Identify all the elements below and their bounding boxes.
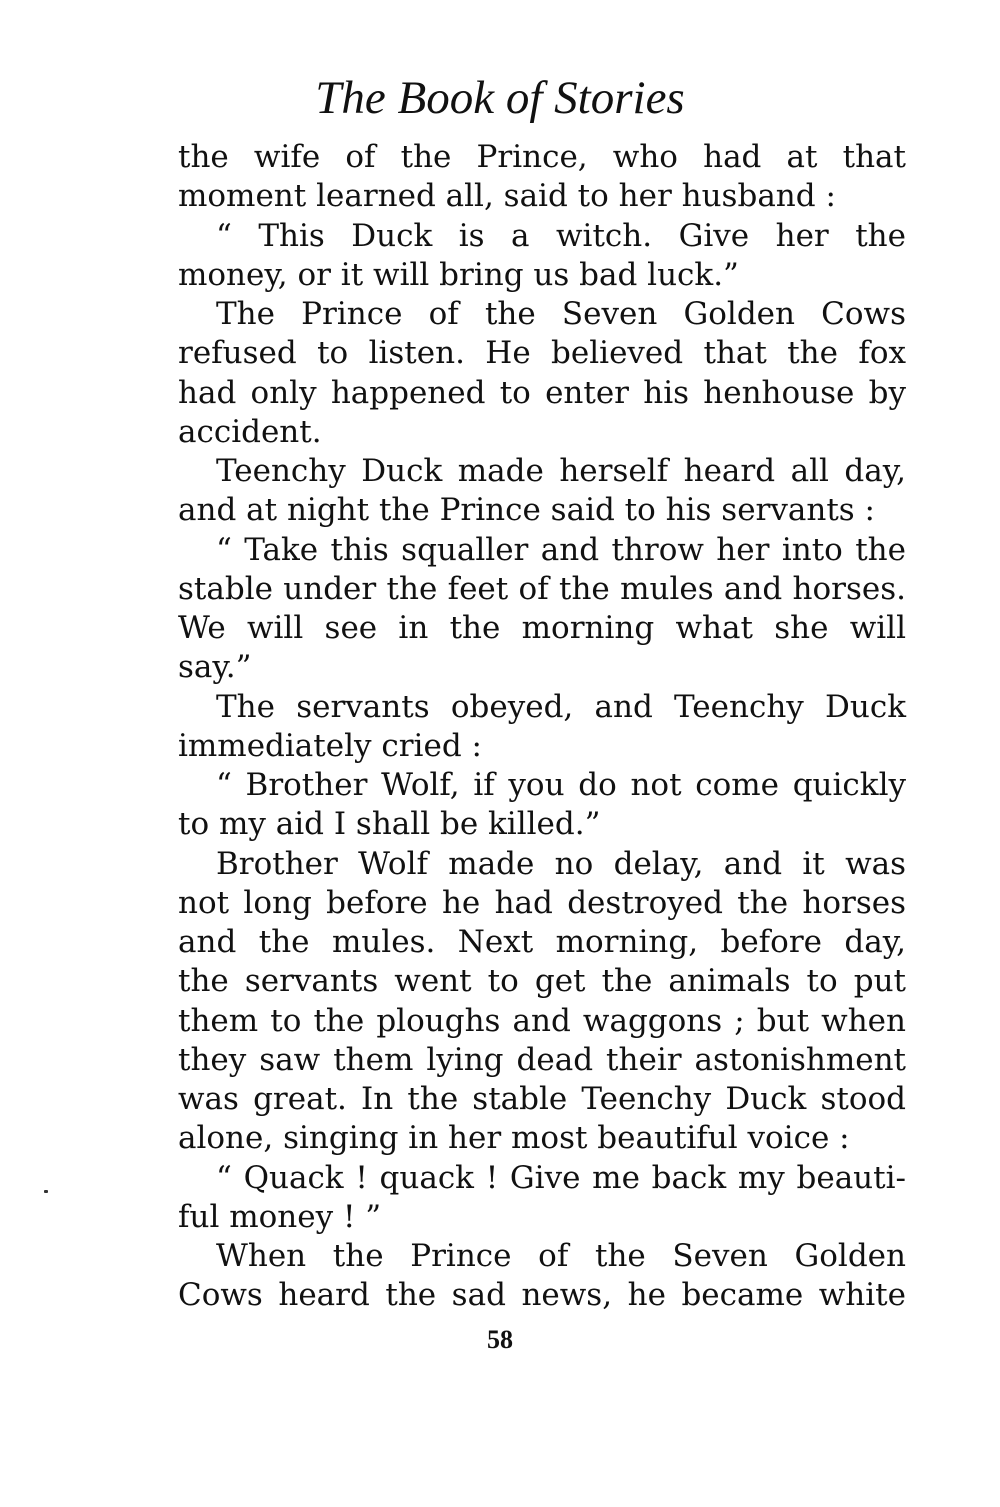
body-text	[178, 138, 906, 1316]
text-line: “ Take this squaller and throw her into the	[216, 531, 906, 568]
text-line: “ Brother Wolf, if you do not come quickly	[216, 767, 906, 803]
text-line: The servants obeyed, and Teenchy Duck	[216, 688, 906, 725]
text-line: immediately cried :	[178, 727, 482, 764]
text-line: alone, singing in her most beautiful voice :	[178, 1120, 850, 1157]
text-line: the wife of the Prince, who had at that	[178, 139, 906, 175]
text-line: them to the ploughs and waggons ; but when	[178, 1002, 906, 1039]
page-number: 58	[487, 1325, 513, 1354]
text-line: “ Quack ! quack ! Give me back my beauti-	[216, 1159, 906, 1196]
running-head: The Book of Stories	[315, 72, 685, 124]
text-line: When the Prince of the Seven Golden	[216, 1238, 906, 1274]
text-line: We will see in the morning what she will	[178, 610, 906, 646]
text-line: Teenchy Duck made herself heard all day,	[216, 453, 906, 489]
text-line: “ This Duck is a witch. Give her the	[216, 217, 906, 254]
text-line: Brother Wolf made no delay, and it was	[216, 845, 906, 882]
text-line: moment learned all, said to her husband :	[178, 178, 836, 215]
text-line: stable under the feet of the mules and horses.	[178, 570, 906, 607]
text-line: money, or it will bring us bad luck.”	[178, 256, 739, 293]
text-line: ful money ! ”	[178, 1198, 382, 1235]
text-line: refused to listen. He believed that the fox	[178, 335, 906, 372]
text-line: and at night the Prince said to his servants :	[178, 492, 876, 529]
text-line: Cows heard the sad news, he became white	[178, 1277, 906, 1314]
text-line: The Prince of the Seven Golden Cows	[216, 296, 906, 332]
text-line: the servants went to get the animals to put	[178, 963, 906, 1000]
text-line: not long before he had destroyed the horses	[178, 884, 906, 921]
text-line: and the mules. Next morning, before day,	[178, 924, 906, 960]
text-line: accident.	[178, 413, 322, 450]
text-line: to my aid I shall be killed.”	[178, 806, 601, 843]
text-line: say.”	[178, 649, 252, 686]
text-line: they saw them lying dead their astonishment	[178, 1041, 906, 1078]
text-line: had only happened to enter his henhouse by	[178, 374, 906, 411]
ink-speck	[44, 1190, 48, 1193]
text-line: was great. In the stable Teenchy Duck stood	[178, 1081, 906, 1117]
